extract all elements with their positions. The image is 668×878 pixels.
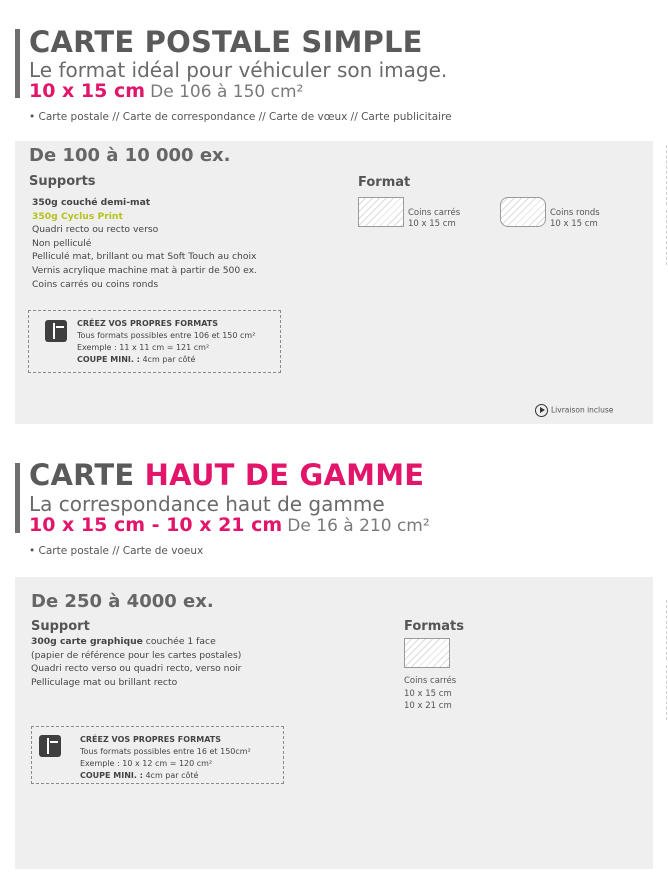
card1-custom-min: [77, 354, 255, 366]
card2-title-accent: HAUT DE GAMME: [144, 458, 425, 492]
card1-format-round-size: 10 x 15 cm: [550, 219, 598, 229]
card1-format-square: [408, 208, 460, 230]
card2-format-size: 10 x 15 cm: [404, 688, 452, 699]
card1-quantity: De 100 à 10 000 ex.: [29, 145, 231, 166]
page-edge-mark: [666, 665, 667, 720]
card2-support-paper-bold: 300g carte graphique: [31, 636, 143, 647]
card1-custom-text: [77, 318, 255, 366]
card1-supports-heading: Supports: [29, 174, 96, 189]
delivery-label: Livraison incluse: [551, 405, 614, 415]
card2-title: [29, 458, 425, 492]
play-circle-icon: [535, 404, 548, 417]
page-edge-mark: [666, 145, 667, 205]
card2-size-main: 10 x 15 cm - 10 x 21 cm: [29, 514, 283, 536]
card2-custom-format-box: [31, 726, 284, 784]
card1-custom-line: Exemple : 11 x 11 cm = 121 cm²: [77, 343, 210, 352]
card2-uses: • Carte postale // Carte de voeux: [29, 545, 204, 557]
card1-custom-title: CRÉEZ VOS PROPRES FORMATS: [77, 319, 218, 328]
card2-support-line: Quadri recto verso ou quadri recto, verso noir: [31, 663, 242, 675]
card2-custom-min-label: COUPE MINI. :: [80, 771, 143, 780]
square-corners-swatch: [404, 638, 450, 668]
card2-custom-text: [80, 734, 251, 782]
custom-format-icon: [45, 320, 67, 342]
card1-title: CARTE POSTALE SIMPLE: [29, 25, 423, 59]
card2-format-square: [404, 675, 456, 713]
card1-custom-min-value: 4cm par côté: [142, 355, 196, 364]
section-accent-bar: [15, 463, 20, 533]
card1-format-square-size: 10 x 15 cm: [408, 219, 456, 229]
delivery-included: [535, 404, 613, 417]
card1-custom-min-label: COUPE MINI. :: [77, 355, 140, 364]
card2-support-list: [31, 635, 241, 689]
card1-support-line: Coins carrés ou coins ronds: [32, 278, 159, 290]
card1-supports-list: [32, 196, 257, 291]
page-edge-mark: [666, 600, 667, 660]
square-corners-swatch: [358, 197, 404, 227]
card1-support-paper1: 350g couché demi-mat: [32, 197, 151, 208]
card1-format-heading: Format: [358, 175, 411, 190]
card1-support-line: Quadri recto ou recto verso: [32, 224, 159, 236]
card2-format-size: 10 x 21 cm: [404, 701, 452, 711]
card1-subtitle: Le format idéal pour véhiculer son image.: [29, 58, 448, 82]
card2-quantity: De 250 à 4000 ex.: [31, 591, 214, 612]
card1-support-line: Pelliculé mat, brillant ou mat Soft Touch au choix: [32, 251, 257, 263]
card2-support-heading: Support: [31, 619, 90, 634]
card1-size-line: [29, 82, 303, 101]
card2-panel: [15, 577, 653, 869]
card1-support-paper2: 350g Cyclus Print: [32, 210, 123, 222]
card2-subtitle: La correspondance haut de gamme: [29, 492, 385, 516]
card2-formats-heading: Formats: [404, 619, 464, 634]
card2-custom-title: CRÉEZ VOS PROPRES FORMATS: [80, 735, 221, 744]
page-edge-mark: [666, 210, 667, 265]
card1-uses: • Carte postale // Carte de correspondance // Carte de vœux // Carte publicitaire: [29, 111, 452, 123]
card2-custom-line: Exemple : 10 x 12 cm = 120 cm²: [80, 759, 213, 768]
card1-size-range: De 106 à 150 cm²: [150, 82, 304, 102]
card1-support-line: Non pelliculé: [32, 237, 92, 249]
card1-custom-line: Tous formats possibles entre 106 et 150 cm²: [77, 331, 256, 340]
card2-support-line: Pelliculage mat ou brillant recto: [31, 676, 178, 688]
card2-custom-min: [80, 770, 251, 782]
round-corners-swatch: [500, 197, 546, 227]
card1-support-line: Vernis acrylique machine mat à partir de 500 ex.: [32, 264, 258, 276]
card2-custom-line: Tous formats possibles entre 16 et 150cm²: [80, 747, 251, 756]
card2-support-paper: [31, 635, 241, 649]
card1-custom-format-box: [28, 310, 281, 373]
card2-format-square-name: Coins carrés: [404, 676, 457, 686]
card1-format-round: [550, 208, 600, 230]
card2-support-line: (papier de référence pour les cartes postales): [31, 649, 242, 661]
section-accent-bar: [15, 29, 20, 98]
card1-size-main: 10 x 15 cm: [29, 80, 146, 102]
card2-size-line: [29, 516, 430, 535]
card1-format-round-name: Coins ronds: [550, 208, 600, 218]
card2-size-range: De 16 à 210 cm²: [287, 516, 430, 536]
card2-support-paper-rest: couchée 1 face: [142, 636, 216, 647]
card2-custom-min-value: 4cm par côté: [145, 771, 199, 780]
card2-title-plain: CARTE: [29, 458, 135, 492]
custom-format-icon: [39, 735, 61, 757]
card1-format-square-name: Coins carrés: [408, 208, 461, 218]
